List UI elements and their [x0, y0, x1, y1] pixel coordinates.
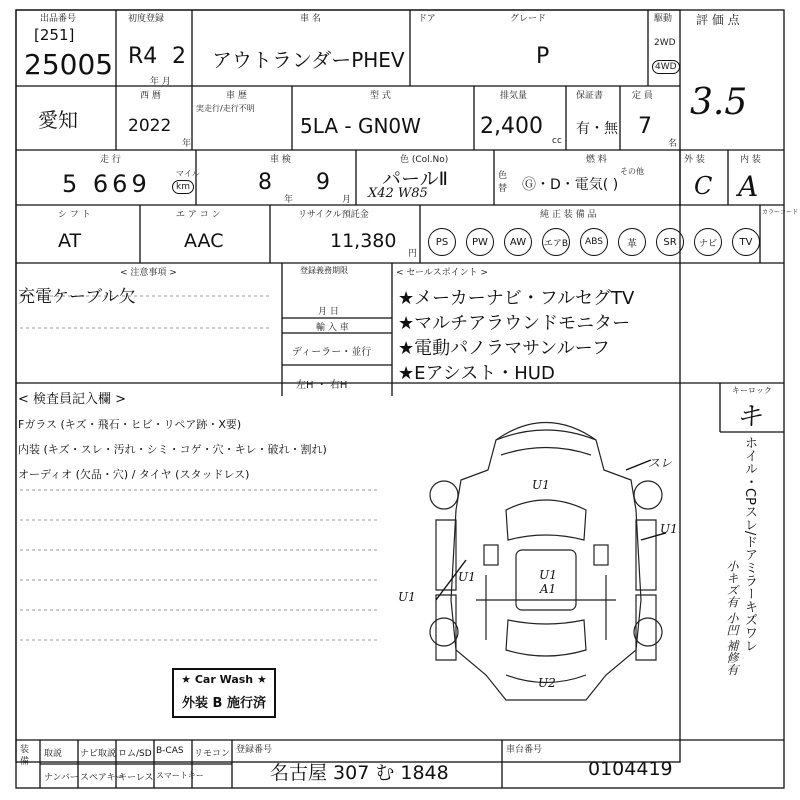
interior: A	[738, 170, 759, 203]
footer-cell: キーレス	[118, 773, 154, 783]
footer-cell: B-CAS	[156, 746, 184, 756]
footer-cell: ロム/SD	[118, 749, 152, 759]
year: 2022	[128, 116, 172, 136]
lot-label: 出品番号	[40, 14, 77, 24]
selling-point: ★電動パノラマサンルーフ	[398, 338, 610, 359]
footer-cell: スマートキー	[156, 771, 204, 780]
color-label: 色 (Col.No)	[400, 155, 449, 165]
equip-airbag: エアB	[542, 228, 570, 256]
year-unit: 年	[182, 139, 192, 149]
inspection-title: < 検査員記入欄 >	[18, 392, 127, 407]
vertical-notes: ホイル・CPスレ/ドアミラーキズワレ	[742, 436, 757, 653]
handle: 左H ・ 右H	[296, 380, 348, 391]
inspection-label: 車 検	[270, 155, 291, 165]
dealer: ディーラー・並行	[292, 347, 372, 358]
first-reg-label: 初度登録	[128, 14, 165, 24]
car-wash-stamp	[172, 668, 276, 718]
type-label: 型 式	[370, 91, 391, 101]
inspection-line3: オーディオ (欠品・穴) / タイヤ (スタッドレス)	[18, 468, 250, 481]
owner-date-unit: 月 日	[318, 307, 339, 317]
fuel-other: その他	[620, 167, 644, 176]
equip-abs: ABS	[580, 228, 608, 256]
caution-text: 充電ケーブル欠	[18, 287, 136, 307]
grade: P	[536, 44, 550, 69]
first-reg-month: 2	[172, 44, 186, 69]
drive-2wd: 2WD	[654, 38, 676, 48]
equip-pw: PW	[466, 228, 494, 256]
inspection-line1: Fガラス (キズ・飛石・ヒビ・リペア跡・X要)	[18, 418, 242, 431]
cc: 2,400	[480, 114, 543, 139]
inspection-line2: 内装 (キズ・スレ・汚れ・シミ・コゲ・穴・キレ・破れ・割れ)	[18, 443, 327, 456]
lot-bracket: [251]	[34, 26, 75, 44]
inspection-unit-m: 月	[342, 195, 352, 205]
ac: AAC	[184, 230, 224, 252]
keylock-label: キーロック	[732, 386, 772, 395]
fuel: Ⓖ・D・電気( )	[522, 177, 619, 193]
year-label: 西 暦	[140, 91, 161, 101]
cc-unit: cc	[552, 136, 562, 146]
plate: 名古屋 307 む 1848	[270, 762, 449, 784]
exterior-label: 外 装	[684, 155, 705, 165]
door-label: ドア	[418, 14, 436, 24]
diagram-mark: U1 A1	[539, 568, 557, 596]
keylock: キ	[736, 402, 763, 432]
grade-label: グレード	[510, 14, 547, 24]
owner-label: 登録義務期限	[300, 266, 348, 275]
selling-point: ★マルチアラウンドモニター	[398, 313, 631, 334]
diagram-mark: スレ	[648, 456, 673, 470]
capacity-unit: 名	[668, 139, 678, 149]
vertical-notes-2: 小キズ有 小凹 補修有	[725, 560, 739, 676]
camper-label: カラーコード	[762, 209, 799, 216]
footer-cell: スペアキー	[80, 773, 125, 783]
footer-cell: ナンバー	[44, 773, 79, 783]
drive-4wd: 4WD	[652, 60, 680, 74]
footer-cell: リモコン	[194, 749, 231, 759]
equip-leather: 革	[618, 228, 646, 256]
diagram-mark: U1	[660, 522, 678, 536]
chassis: 0104419	[588, 758, 673, 780]
items-label: 装備	[20, 745, 30, 767]
color: パールⅡ	[382, 168, 448, 190]
history-sub: 実走行/走行不明	[196, 104, 255, 113]
inspection-month: 9	[316, 170, 330, 195]
interior-label: 内 装	[740, 155, 761, 165]
first-reg: R4	[128, 44, 158, 69]
lot-number: 25005	[24, 48, 114, 81]
mileage-label: 走 行	[100, 155, 121, 165]
color-change-label: 色替	[498, 171, 508, 194]
type: 5LA - GN0W	[300, 114, 421, 138]
mileage-unit: km	[172, 180, 194, 194]
history-label: 車 歴	[226, 91, 247, 101]
selling-point: ★メーカーナビ・フルセグTV	[398, 288, 635, 309]
diagram-mark: U1	[398, 590, 416, 604]
mileage-mile: マイル	[176, 169, 200, 178]
fuel-label: 燃 料	[586, 155, 607, 165]
model-label: 車 名	[300, 14, 321, 24]
equip-navi: ナビ	[694, 228, 722, 256]
shift-label: シ フ ト	[58, 210, 91, 220]
cc-label: 排気量	[500, 91, 528, 101]
equip-tv: TV	[732, 228, 760, 256]
exterior: C	[694, 172, 713, 200]
import-label: 輸 入 車	[316, 323, 349, 333]
footer-cell: 取説	[44, 749, 63, 759]
drive-label: 駆動	[654, 14, 673, 24]
car-wash-title: ★ Car Wash ★	[181, 673, 267, 686]
recycle-unit: 円	[408, 249, 418, 259]
diagram-mark: U2	[538, 676, 556, 690]
model-name: アウトランダーPHEV	[212, 48, 405, 72]
score: 3.5	[690, 82, 748, 123]
equipment-label: 純 正 装 備 品	[540, 210, 597, 220]
equip-sr: SR	[656, 228, 684, 256]
chassis-label: 車台番号	[506, 745, 543, 755]
color-code: X42 W85	[368, 186, 428, 201]
capacity: 7	[638, 114, 652, 139]
recycle-label: リサイクル預託金	[298, 210, 369, 220]
diagram-mark: U1	[532, 478, 550, 492]
plate-label: 登録番号	[236, 745, 273, 755]
inspection-unit-y: 年	[284, 195, 294, 205]
ac-label: エ ア コ ン	[176, 210, 221, 220]
region: 愛知	[38, 108, 78, 132]
inspection-year: 8	[258, 170, 272, 195]
first-reg-unit: 年 月	[150, 77, 171, 87]
equip-aw: AW	[504, 228, 532, 256]
score-label: 評 価 点	[696, 13, 740, 27]
mileage: 5 669	[62, 170, 151, 198]
selling-label: < セールスポイント >	[396, 268, 488, 278]
equip-ps: PS	[428, 228, 456, 256]
recycle: 11,380	[330, 230, 397, 252]
capacity-label: 定 員	[632, 91, 653, 101]
warranty-label: 保証書	[576, 91, 604, 101]
warranty: 有・無	[576, 121, 618, 137]
caution-label: < 注意事項 >	[120, 268, 177, 278]
car-wash-body: 外装 B 施行済	[182, 696, 266, 711]
selling-point: ★Eアシスト・HUD	[398, 363, 555, 384]
footer-cell: ナビ取説	[80, 749, 117, 759]
diagram-mark: U1	[458, 570, 476, 584]
car-diagram	[426, 400, 666, 720]
shift: AT	[58, 230, 82, 252]
